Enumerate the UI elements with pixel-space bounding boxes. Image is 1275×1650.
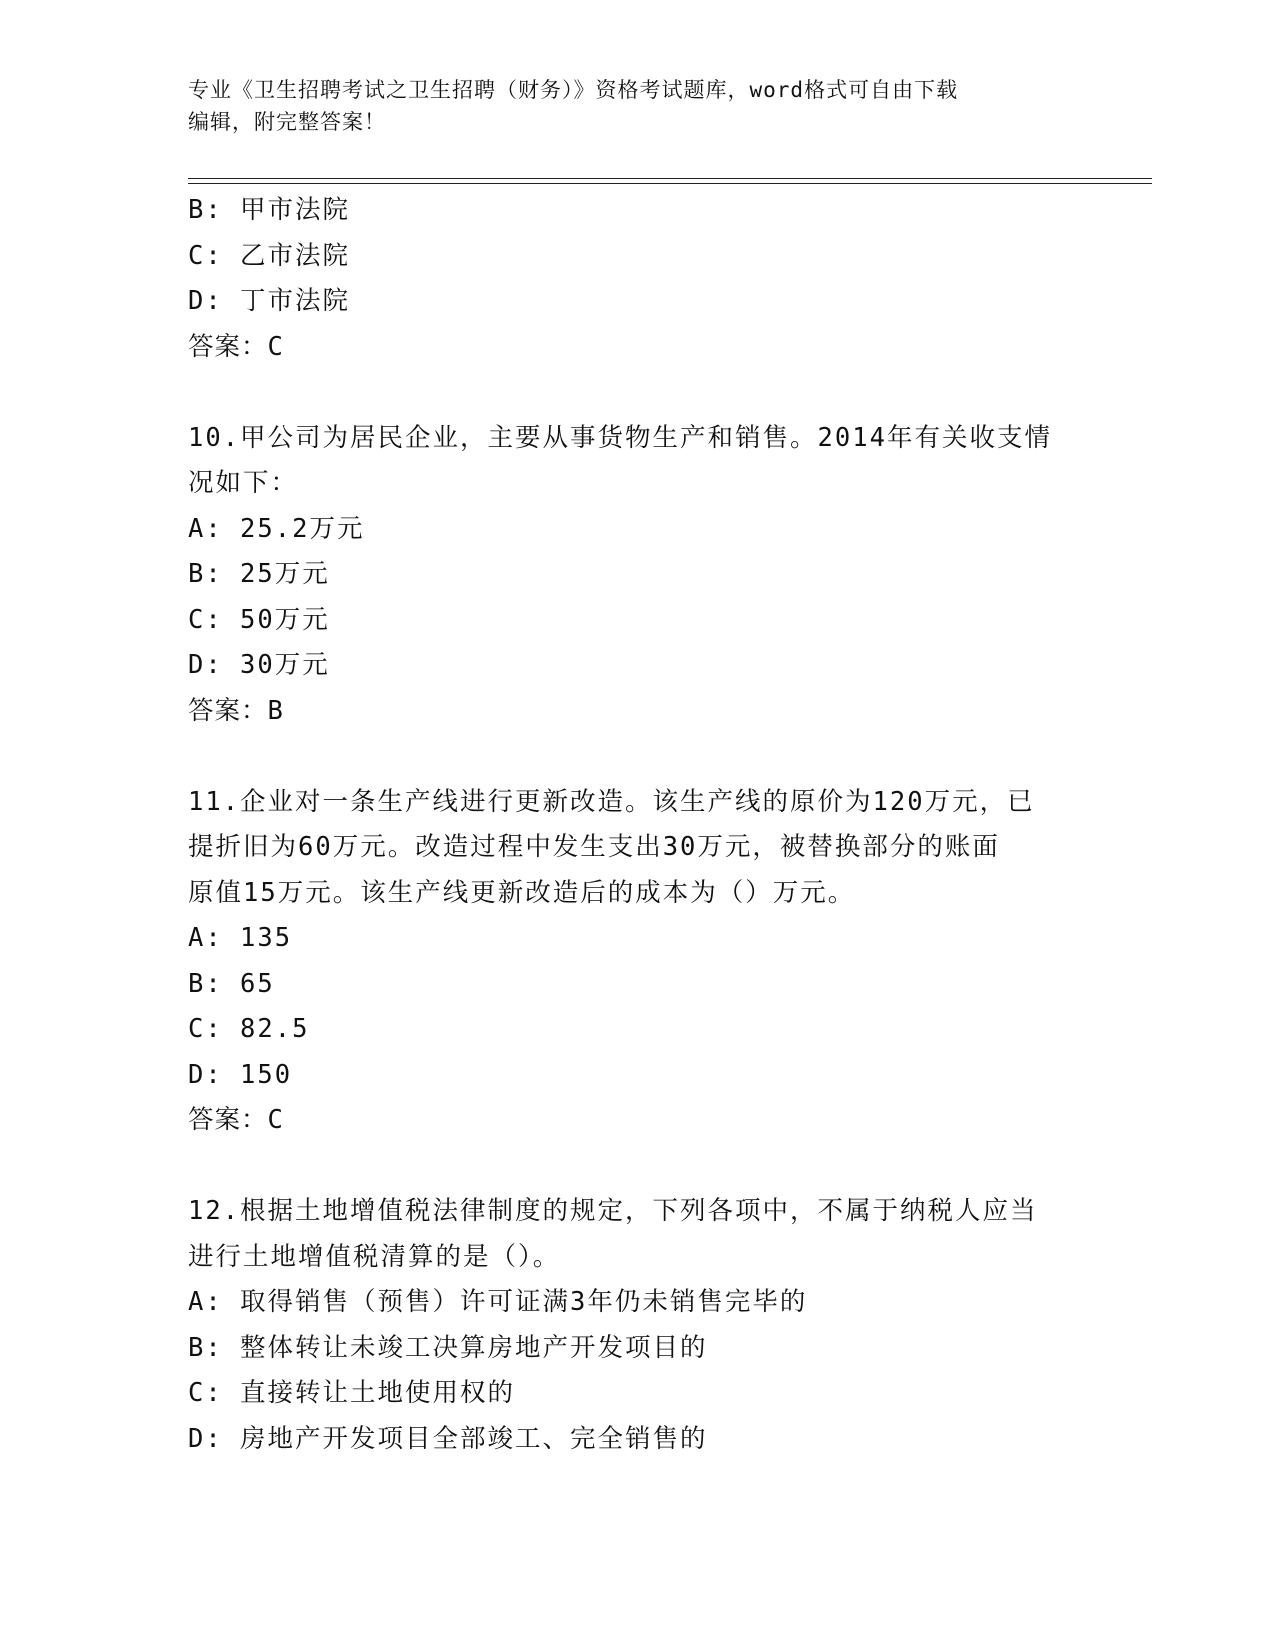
header-divider-top — [188, 178, 1152, 179]
q11-answer-value: C — [267, 1105, 284, 1135]
q11-option-b: B: 65 — [188, 968, 275, 999]
q10-option-d: D: 30万元 — [188, 650, 330, 680]
q11-question-line-2: 提折旧为60万元。改造过程中发生支出30万元，被替换部分的账面 — [188, 832, 1000, 862]
q10-answer — [188, 689, 1088, 735]
q10-option-c: C: 50万元 — [188, 604, 330, 635]
q9-answer-label: 答案： — [188, 331, 268, 362]
q12-option-b: B: 整体转让未竣工决算房地产开发项目的 — [188, 1332, 708, 1363]
document-header — [188, 74, 1068, 138]
header-line-1: 专业《卫生招聘考试之卫生招聘（财务）》资格考试题库，word格式可自由下载 — [188, 78, 959, 102]
q11-question-line-3: 原值15万元。该生产线更新改造后的成本为（）万元。 — [188, 877, 856, 908]
q9-option-b: B: 甲市法院 — [188, 195, 351, 225]
q10-answer-value: B — [267, 695, 284, 726]
q10-option-b: B: 25万元 — [188, 559, 330, 589]
q10-question-line-2: 况如下： — [188, 468, 299, 498]
q9-option-c: C: 乙市法院 — [188, 240, 351, 271]
q12-question-line-2: 进行土地增值税清算的是（）。 — [188, 1241, 561, 1272]
q11-question-line-1: 11.企业对一条生产线进行更新改造。该生产线的原价为120万元，已 — [188, 786, 1035, 817]
q11-option-a: A: 135 — [188, 923, 293, 953]
q10-question-line-1: 10.甲公司为居民企业，主要从事货物生产和销售。2014年有关收支情 — [188, 422, 1052, 453]
q12-option-d: D: 房地产开发项目全部竣工、完全销售的 — [188, 1423, 708, 1454]
q9-option-d: D: 丁市法院 — [188, 286, 351, 316]
spacer — [188, 734, 1088, 780]
q11-answer — [188, 1098, 1088, 1144]
q11-option-d: D: 150 — [188, 1059, 293, 1090]
question-9 — [188, 188, 1088, 370]
spacer — [188, 370, 1088, 416]
q12-option-c: C: 直接转让土地使用权的 — [188, 1378, 516, 1408]
question-10 — [188, 416, 1088, 735]
q11-answer-label: 答案： — [188, 1105, 268, 1135]
q9-answer — [188, 325, 1088, 371]
q10-answer-label: 答案： — [188, 695, 268, 726]
q10-option-a: A: 25.2万元 — [188, 513, 365, 544]
spacer — [188, 1144, 1088, 1190]
q12-option-a: A: 取得销售（预售）许可证满3年仍未销售完毕的 — [188, 1287, 808, 1317]
question-list — [188, 188, 1088, 1462]
header-line-2: 编辑，附完整答案！ — [188, 110, 386, 134]
question-12 — [188, 1189, 1088, 1462]
question-11 — [188, 780, 1088, 1144]
q11-option-c: C: 82.5 — [188, 1014, 310, 1044]
q9-answer-value: C — [267, 331, 284, 362]
header-divider-bottom — [188, 183, 1152, 184]
q12-question-line-1: 12.根据土地增值税法律制度的规定，下列各项中，不属于纳税人应当 — [188, 1196, 1038, 1226]
